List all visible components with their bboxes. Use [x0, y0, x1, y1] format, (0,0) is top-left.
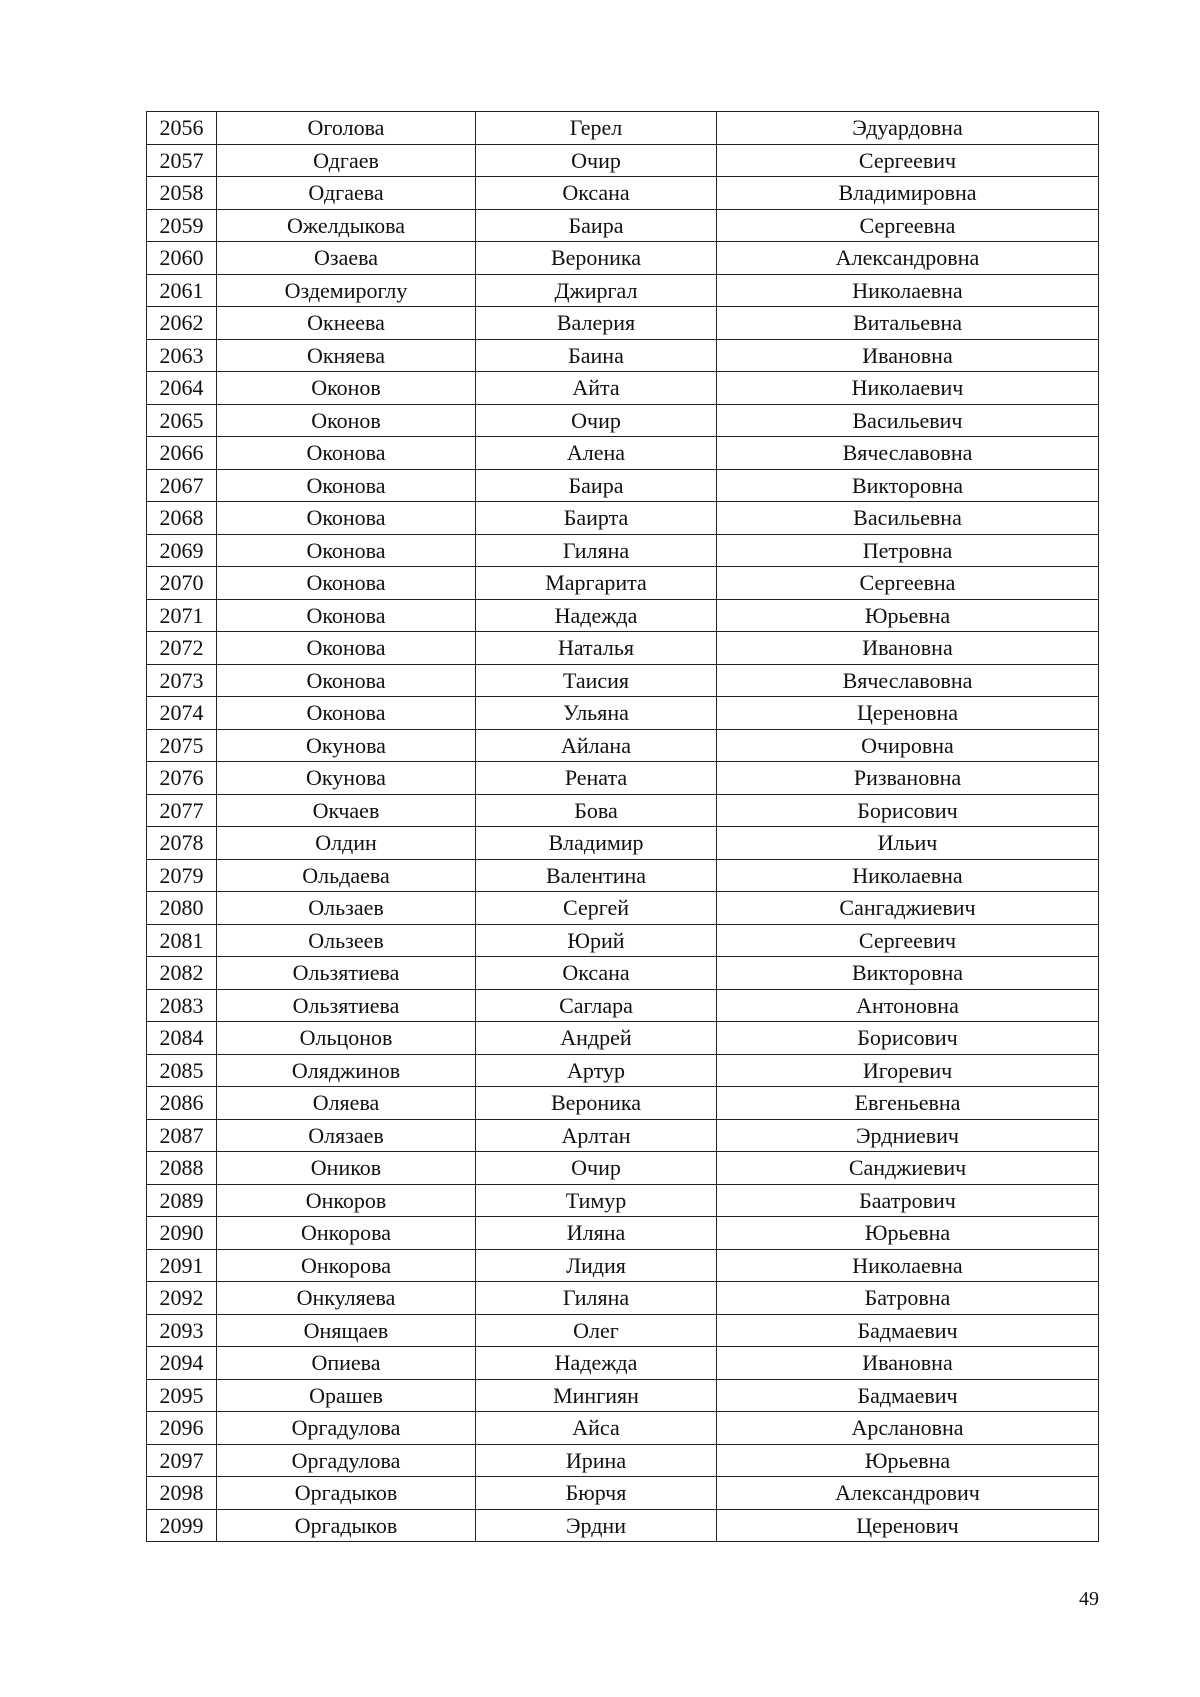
- last-name-cell: Оляджинов: [217, 1054, 476, 1087]
- row-number-cell: 2072: [147, 632, 217, 665]
- row-number-cell: 2094: [147, 1347, 217, 1380]
- patronymic-cell: Вячеславовна: [717, 664, 1099, 697]
- row-number-cell: 2061: [147, 274, 217, 307]
- last-name-cell: Онкуляева: [217, 1282, 476, 1315]
- first-name-cell: Гиляна: [476, 534, 717, 567]
- last-name-cell: Оконов: [217, 372, 476, 405]
- table-row: [147, 664, 1099, 697]
- patronymic-cell: Эрдниевич: [717, 1119, 1099, 1152]
- first-name-cell: Таисия: [476, 664, 717, 697]
- patronymic-cell: Евгеньевна: [717, 1087, 1099, 1120]
- first-name-cell: Владимир: [476, 827, 717, 860]
- table-row: [147, 632, 1099, 665]
- table-row: [147, 1477, 1099, 1510]
- last-name-cell: Одгаева: [217, 177, 476, 210]
- first-name-cell: Надежда: [476, 1347, 717, 1380]
- row-number-cell: 2090: [147, 1217, 217, 1250]
- first-name-cell: Наталья: [476, 632, 717, 665]
- roster-table-body: [147, 112, 1099, 1542]
- row-number-cell: 2097: [147, 1444, 217, 1477]
- first-name-cell: Айлана: [476, 729, 717, 762]
- row-number-cell: 2063: [147, 339, 217, 372]
- first-name-cell: Ирина: [476, 1444, 717, 1477]
- table-row: [147, 567, 1099, 600]
- row-number-cell: 2076: [147, 762, 217, 795]
- first-name-cell: Вероника: [476, 242, 717, 275]
- row-number-cell: 2077: [147, 794, 217, 827]
- first-name-cell: Вероника: [476, 1087, 717, 1120]
- first-name-cell: Герел: [476, 112, 717, 145]
- first-name-cell: Эрдни: [476, 1509, 717, 1542]
- table-row: [147, 1249, 1099, 1282]
- patronymic-cell: Александрович: [717, 1477, 1099, 1510]
- patronymic-cell: Очировна: [717, 729, 1099, 762]
- first-name-cell: Мингиян: [476, 1379, 717, 1412]
- table-row: [147, 924, 1099, 957]
- first-name-cell: Баирта: [476, 502, 717, 535]
- first-name-cell: Тимур: [476, 1184, 717, 1217]
- last-name-cell: Оргадулова: [217, 1412, 476, 1445]
- table-row: [147, 892, 1099, 925]
- first-name-cell: Сергей: [476, 892, 717, 925]
- table-row: [147, 404, 1099, 437]
- first-name-cell: Джиргал: [476, 274, 717, 307]
- last-name-cell: Оконова: [217, 632, 476, 665]
- patronymic-cell: Николаевна: [717, 274, 1099, 307]
- table-row: [147, 307, 1099, 340]
- row-number-cell: 2058: [147, 177, 217, 210]
- first-name-cell: Баина: [476, 339, 717, 372]
- table-row: [147, 989, 1099, 1022]
- patronymic-cell: Арслановна: [717, 1412, 1099, 1445]
- patronymic-cell: Баатрович: [717, 1184, 1099, 1217]
- first-name-cell: Саглара: [476, 989, 717, 1022]
- table-row: [147, 1379, 1099, 1412]
- last-name-cell: Ользятиева: [217, 957, 476, 990]
- first-name-cell: Алена: [476, 437, 717, 470]
- row-number-cell: 2096: [147, 1412, 217, 1445]
- patronymic-cell: Борисович: [717, 1022, 1099, 1055]
- last-name-cell: Оконов: [217, 404, 476, 437]
- patronymic-cell: Петровна: [717, 534, 1099, 567]
- last-name-cell: Ользятиева: [217, 989, 476, 1022]
- last-name-cell: Олдин: [217, 827, 476, 860]
- row-number-cell: 2057: [147, 144, 217, 177]
- row-number-cell: 2089: [147, 1184, 217, 1217]
- patronymic-cell: Викторовна: [717, 957, 1099, 990]
- patronymic-cell: Сергеевна: [717, 209, 1099, 242]
- patronymic-cell: Антоновна: [717, 989, 1099, 1022]
- last-name-cell: Ользаев: [217, 892, 476, 925]
- last-name-cell: Оконова: [217, 697, 476, 730]
- row-number-cell: 2073: [147, 664, 217, 697]
- last-name-cell: Олязаев: [217, 1119, 476, 1152]
- patronymic-cell: Борисович: [717, 794, 1099, 827]
- patronymic-cell: Васильевна: [717, 502, 1099, 535]
- row-number-cell: 2082: [147, 957, 217, 990]
- table-row: [147, 177, 1099, 210]
- patronymic-cell: Ризвановна: [717, 762, 1099, 795]
- patronymic-cell: Церенович: [717, 1509, 1099, 1542]
- row-number-cell: 2086: [147, 1087, 217, 1120]
- first-name-cell: Очир: [476, 404, 717, 437]
- table-row: [147, 502, 1099, 535]
- first-name-cell: Айса: [476, 1412, 717, 1445]
- first-name-cell: Очир: [476, 1152, 717, 1185]
- patronymic-cell: Юрьевна: [717, 1217, 1099, 1250]
- row-number-cell: 2070: [147, 567, 217, 600]
- row-number-cell: 2079: [147, 859, 217, 892]
- patronymic-cell: Юрьевна: [717, 1444, 1099, 1477]
- row-number-cell: 2059: [147, 209, 217, 242]
- table-row: [147, 112, 1099, 145]
- last-name-cell: Опиева: [217, 1347, 476, 1380]
- row-number-cell: 2095: [147, 1379, 217, 1412]
- last-name-cell: Оголова: [217, 112, 476, 145]
- last-name-cell: Оздемироглу: [217, 274, 476, 307]
- table-row: [147, 697, 1099, 730]
- table-row: [147, 957, 1099, 990]
- patronymic-cell: Ильич: [717, 827, 1099, 860]
- table-row: [147, 1054, 1099, 1087]
- patronymic-cell: Батровна: [717, 1282, 1099, 1315]
- table-row: [147, 1217, 1099, 1250]
- patronymic-cell: Васильевич: [717, 404, 1099, 437]
- table-row: [147, 437, 1099, 470]
- row-number-cell: 2067: [147, 469, 217, 502]
- row-number-cell: 2066: [147, 437, 217, 470]
- last-name-cell: Оконова: [217, 599, 476, 632]
- last-name-cell: Одгаев: [217, 144, 476, 177]
- row-number-cell: 2062: [147, 307, 217, 340]
- table-row: [147, 794, 1099, 827]
- first-name-cell: Андрей: [476, 1022, 717, 1055]
- row-number-cell: 2080: [147, 892, 217, 925]
- last-name-cell: Ольдаева: [217, 859, 476, 892]
- row-number-cell: 2060: [147, 242, 217, 275]
- row-number-cell: 2069: [147, 534, 217, 567]
- patronymic-cell: Игоревич: [717, 1054, 1099, 1087]
- table-row: [147, 1314, 1099, 1347]
- patronymic-cell: Александровна: [717, 242, 1099, 275]
- patronymic-cell: Владимировна: [717, 177, 1099, 210]
- first-name-cell: Иляна: [476, 1217, 717, 1250]
- row-number-cell: 2091: [147, 1249, 217, 1282]
- patronymic-cell: Ивановна: [717, 632, 1099, 665]
- table-row: [147, 1184, 1099, 1217]
- table-row: [147, 762, 1099, 795]
- last-name-cell: Онкорова: [217, 1249, 476, 1282]
- row-number-cell: 2074: [147, 697, 217, 730]
- table-row: [147, 1022, 1099, 1055]
- patronymic-cell: Николаевна: [717, 1249, 1099, 1282]
- patronymic-cell: Сергеевна: [717, 567, 1099, 600]
- row-number-cell: 2093: [147, 1314, 217, 1347]
- first-name-cell: Оксана: [476, 177, 717, 210]
- patronymic-cell: Ивановна: [717, 339, 1099, 372]
- patronymic-cell: Викторовна: [717, 469, 1099, 502]
- first-name-cell: Надежда: [476, 599, 717, 632]
- last-name-cell: Окунова: [217, 762, 476, 795]
- table-row: [147, 827, 1099, 860]
- last-name-cell: Ольцонов: [217, 1022, 476, 1055]
- first-name-cell: Айта: [476, 372, 717, 405]
- row-number-cell: 2075: [147, 729, 217, 762]
- patronymic-cell: Санджиевич: [717, 1152, 1099, 1185]
- patronymic-cell: Вячеславовна: [717, 437, 1099, 470]
- table-row: [147, 274, 1099, 307]
- last-name-cell: Окчаев: [217, 794, 476, 827]
- patronymic-cell: Николаевич: [717, 372, 1099, 405]
- row-number-cell: 2085: [147, 1054, 217, 1087]
- last-name-cell: Озаева: [217, 242, 476, 275]
- last-name-cell: Ользеев: [217, 924, 476, 957]
- last-name-cell: Оконова: [217, 502, 476, 535]
- table-row: [147, 1509, 1099, 1542]
- table-row: [147, 1152, 1099, 1185]
- patronymic-cell: Ивановна: [717, 1347, 1099, 1380]
- last-name-cell: Окунова: [217, 729, 476, 762]
- row-number-cell: 2056: [147, 112, 217, 145]
- last-name-cell: Оников: [217, 1152, 476, 1185]
- last-name-cell: Оконова: [217, 437, 476, 470]
- table-row: [147, 209, 1099, 242]
- first-name-cell: Лидия: [476, 1249, 717, 1282]
- row-number-cell: 2078: [147, 827, 217, 860]
- last-name-cell: Онящаев: [217, 1314, 476, 1347]
- patronymic-cell: Бадмаевич: [717, 1314, 1099, 1347]
- table-row: [147, 859, 1099, 892]
- row-number-cell: 2098: [147, 1477, 217, 1510]
- page-number: 49: [1079, 1588, 1099, 1610]
- last-name-cell: Оконова: [217, 664, 476, 697]
- first-name-cell: Артур: [476, 1054, 717, 1087]
- table-row: [147, 1119, 1099, 1152]
- table-row: [147, 469, 1099, 502]
- table-row: [147, 1087, 1099, 1120]
- last-name-cell: Окнеева: [217, 307, 476, 340]
- first-name-cell: Юрий: [476, 924, 717, 957]
- table-row: [147, 599, 1099, 632]
- row-number-cell: 2087: [147, 1119, 217, 1152]
- table-row: [147, 1412, 1099, 1445]
- first-name-cell: Баира: [476, 209, 717, 242]
- table-row: [147, 242, 1099, 275]
- first-name-cell: Ульяна: [476, 697, 717, 730]
- row-number-cell: 2083: [147, 989, 217, 1022]
- table-row: [147, 534, 1099, 567]
- row-number-cell: 2065: [147, 404, 217, 437]
- row-number-cell: 2099: [147, 1509, 217, 1542]
- row-number-cell: 2084: [147, 1022, 217, 1055]
- table-row: [147, 1444, 1099, 1477]
- last-name-cell: Оляева: [217, 1087, 476, 1120]
- table-row: [147, 372, 1099, 405]
- last-name-cell: Оргадулова: [217, 1444, 476, 1477]
- first-name-cell: Очир: [476, 144, 717, 177]
- last-name-cell: Оргадыков: [217, 1477, 476, 1510]
- last-name-cell: Оконова: [217, 469, 476, 502]
- row-number-cell: 2064: [147, 372, 217, 405]
- roster-table: [146, 111, 1099, 1542]
- table-row: [147, 729, 1099, 762]
- table-row: [147, 144, 1099, 177]
- first-name-cell: Оксана: [476, 957, 717, 990]
- last-name-cell: Онкорова: [217, 1217, 476, 1250]
- first-name-cell: Бова: [476, 794, 717, 827]
- row-number-cell: 2081: [147, 924, 217, 957]
- patronymic-cell: Сангаджиевич: [717, 892, 1099, 925]
- first-name-cell: Баира: [476, 469, 717, 502]
- first-name-cell: Бюрчя: [476, 1477, 717, 1510]
- first-name-cell: Рената: [476, 762, 717, 795]
- last-name-cell: Орашев: [217, 1379, 476, 1412]
- table-row: [147, 339, 1099, 372]
- patronymic-cell: Сергеевич: [717, 924, 1099, 957]
- row-number-cell: 2071: [147, 599, 217, 632]
- patronymic-cell: Николаевна: [717, 859, 1099, 892]
- last-name-cell: Онкоров: [217, 1184, 476, 1217]
- patronymic-cell: Эдуардовна: [717, 112, 1099, 145]
- row-number-cell: 2092: [147, 1282, 217, 1315]
- patronymic-cell: Цереновна: [717, 697, 1099, 730]
- patronymic-cell: Сергеевич: [717, 144, 1099, 177]
- first-name-cell: Арлтан: [476, 1119, 717, 1152]
- first-name-cell: Олег: [476, 1314, 717, 1347]
- first-name-cell: Валентина: [476, 859, 717, 892]
- patronymic-cell: Бадмаевич: [717, 1379, 1099, 1412]
- table-row: [147, 1347, 1099, 1380]
- last-name-cell: Ожелдыкова: [217, 209, 476, 242]
- last-name-cell: Оконова: [217, 534, 476, 567]
- last-name-cell: Оконова: [217, 567, 476, 600]
- row-number-cell: 2068: [147, 502, 217, 535]
- patronymic-cell: Витальевна: [717, 307, 1099, 340]
- last-name-cell: Окняева: [217, 339, 476, 372]
- first-name-cell: Валерия: [476, 307, 717, 340]
- patronymic-cell: Юрьевна: [717, 599, 1099, 632]
- row-number-cell: 2088: [147, 1152, 217, 1185]
- last-name-cell: Оргадыков: [217, 1509, 476, 1542]
- first-name-cell: Гиляна: [476, 1282, 717, 1315]
- first-name-cell: Маргарита: [476, 567, 717, 600]
- table-row: [147, 1282, 1099, 1315]
